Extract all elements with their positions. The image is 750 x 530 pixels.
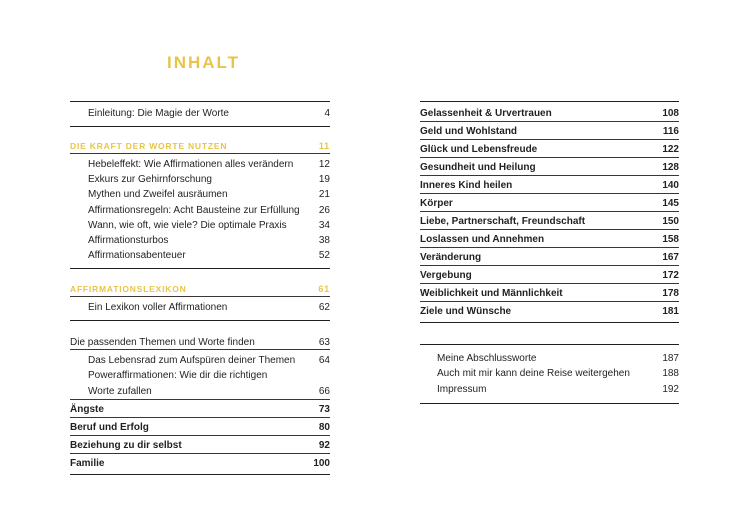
toc-entry[interactable]	[437, 367, 679, 380]
divider	[420, 157, 679, 158]
entry-title: Meine Abschlussworte	[437, 353, 537, 364]
divider	[420, 301, 679, 302]
toc-topic[interactable]	[420, 197, 679, 210]
divider	[70, 268, 330, 269]
entry-page: 4	[324, 108, 330, 119]
entry-title: Beruf und Erfolg	[70, 422, 149, 433]
toc-entry-intro[interactable]	[88, 107, 330, 120]
toc-entry[interactable]	[88, 158, 330, 171]
toc-topic[interactable]	[420, 107, 679, 120]
entry-page: 192	[662, 384, 679, 395]
toc-section-heading[interactable]	[70, 283, 330, 296]
divider	[420, 193, 679, 194]
entry-title: Veränderung	[420, 252, 482, 263]
divider	[70, 296, 330, 297]
entry-page: 19	[318, 174, 330, 185]
entry-title: Worte zufallen	[88, 386, 152, 397]
toc-topic[interactable]	[70, 403, 330, 416]
toc-entry[interactable]	[88, 385, 330, 398]
entry-title: Geld und Wohlstand	[420, 126, 518, 137]
entry-page: 21	[318, 189, 330, 200]
toc-topic[interactable]	[70, 439, 330, 452]
entry-title: Mythen und Zweifel ausräumen	[88, 189, 228, 200]
entry-title: Inneres Kind heilen	[420, 180, 513, 191]
divider	[420, 175, 679, 176]
toc-topic[interactable]	[420, 215, 679, 228]
section-title: DIE KRAFT DER WORTE NUTZEN	[70, 141, 228, 151]
entry-page: 92	[318, 440, 330, 451]
toc-entry[interactable]	[88, 354, 330, 367]
toc-topic[interactable]	[420, 269, 679, 282]
entry-page: 52	[318, 250, 330, 261]
toc-entry[interactable]	[88, 301, 330, 314]
entry-title: Ängste	[70, 404, 104, 415]
entry-title: Vergebung	[420, 270, 472, 281]
entry-page: 150	[662, 216, 679, 227]
toc-topic[interactable]	[70, 457, 330, 470]
entry-page: 73	[318, 404, 330, 415]
divider	[420, 283, 679, 284]
toc-topic[interactable]	[420, 287, 679, 300]
toc-topic[interactable]	[420, 125, 679, 138]
divider	[420, 344, 679, 345]
toc-entry[interactable]	[88, 204, 330, 217]
divider	[70, 101, 330, 102]
entry-title: Poweraffirmationen: Wie dir die richtigen	[88, 370, 268, 381]
divider	[420, 229, 679, 230]
divider	[420, 322, 679, 323]
entry-page: 80	[318, 422, 330, 433]
entry-page: 38	[318, 235, 330, 246]
divider	[70, 417, 330, 418]
toc-entry[interactable]	[437, 383, 679, 396]
divider	[420, 139, 679, 140]
entry-page: 64	[318, 355, 330, 366]
entry-title: Gelassenheit & Urvertrauen	[420, 108, 552, 119]
entry-title: Hebeleffekt: Wie Affirmationen alles verändern	[88, 159, 294, 170]
entry-page: 108	[662, 108, 679, 119]
entry-title: Liebe, Partnerschaft, Freundschaft	[420, 216, 586, 227]
entry-title: Ein Lexikon voller Affirmationen	[88, 302, 228, 313]
entry-page: 140	[662, 180, 679, 191]
toc-entry[interactable]	[88, 188, 330, 201]
divider	[70, 474, 330, 475]
entry-page: 181	[662, 306, 679, 317]
entry-page: 100	[313, 458, 330, 469]
divider	[70, 126, 330, 127]
toc-entry[interactable]	[88, 173, 330, 186]
entry-page: 63	[318, 337, 330, 348]
divider	[70, 320, 330, 321]
entry-title: Glück und Lebensfreude	[420, 144, 538, 155]
divider	[70, 435, 330, 436]
entry-page: 145	[662, 198, 679, 209]
entry-title: Körper	[420, 198, 453, 209]
entry-page: 178	[662, 288, 679, 299]
entry-title: Die passenden Themen und Worte finden	[70, 337, 255, 348]
toc-topic[interactable]	[420, 179, 679, 192]
entry-title: Loslassen und Annehmen	[420, 234, 545, 245]
toc-entry[interactable]	[437, 352, 679, 365]
entry-title: Weiblichkeit und Männlichkeit	[420, 288, 563, 299]
toc-entry[interactable]	[88, 249, 330, 262]
divider	[70, 453, 330, 454]
entry-title: Das Lebensrad zum Aufspüren deiner Themen	[88, 355, 296, 366]
entry-title: Affirmationsturbos	[88, 235, 169, 246]
toc-title: INHALT	[167, 53, 241, 72]
entry-page: 128	[662, 162, 679, 173]
divider	[420, 265, 679, 266]
entry-page: 188	[662, 368, 679, 379]
section-title: AFFIRMATIONSLEXIKON	[70, 284, 187, 294]
entry-title: Affirmationsregeln: Acht Bausteine zur Erfüllung	[88, 205, 300, 216]
toc-entry[interactable]	[88, 369, 330, 382]
toc-entry-themes[interactable]	[70, 336, 330, 349]
divider	[70, 153, 330, 154]
toc-topic[interactable]	[420, 161, 679, 174]
toc-topic[interactable]	[70, 421, 330, 434]
entry-page: 122	[662, 144, 679, 155]
divider	[420, 211, 679, 212]
toc-topic[interactable]	[420, 233, 679, 246]
entry-page: 34	[318, 220, 330, 231]
entry-page: 62	[318, 302, 330, 313]
toc-entry[interactable]	[88, 234, 330, 247]
entry-title: Impressum	[437, 384, 487, 395]
entry-page: 158	[662, 234, 679, 245]
toc-topic[interactable]	[420, 143, 679, 156]
entry-page: 12	[318, 159, 330, 170]
entry-page: 187	[662, 353, 679, 364]
section-page: 61	[318, 284, 330, 294]
entry-page: 66	[318, 386, 330, 397]
toc-topic[interactable]	[420, 305, 679, 318]
entry-title: Ziele und Wünsche	[420, 306, 512, 317]
divider	[420, 121, 679, 122]
toc-topic[interactable]	[420, 251, 679, 264]
entry-page: 167	[662, 252, 679, 263]
entry-page: 26	[318, 205, 330, 216]
divider	[420, 247, 679, 248]
divider	[70, 349, 330, 350]
toc-section-heading[interactable]	[70, 140, 330, 153]
divider	[70, 399, 330, 400]
entry-title: Einleitung: Die Magie der Worte	[88, 108, 229, 119]
divider	[420, 403, 679, 404]
entry-page: 172	[662, 270, 679, 281]
entry-title: Exkurs zur Gehirnforschung	[88, 174, 212, 185]
section-page: 11	[318, 141, 330, 151]
entry-title: Beziehung zu dir selbst	[70, 440, 182, 451]
entry-title: Gesundheit und Heilung	[420, 162, 536, 173]
entry-title: Affirmationsabenteuer	[88, 250, 186, 261]
divider	[420, 101, 679, 102]
entry-page: 116	[662, 126, 679, 137]
entry-title: Auch mit mir kann deine Reise weitergehen	[437, 368, 630, 379]
entry-title: Familie	[70, 458, 105, 469]
entry-title: Wann, wie oft, wie viele? Die optimale Praxis	[88, 220, 287, 231]
toc-entry[interactable]	[88, 219, 330, 232]
